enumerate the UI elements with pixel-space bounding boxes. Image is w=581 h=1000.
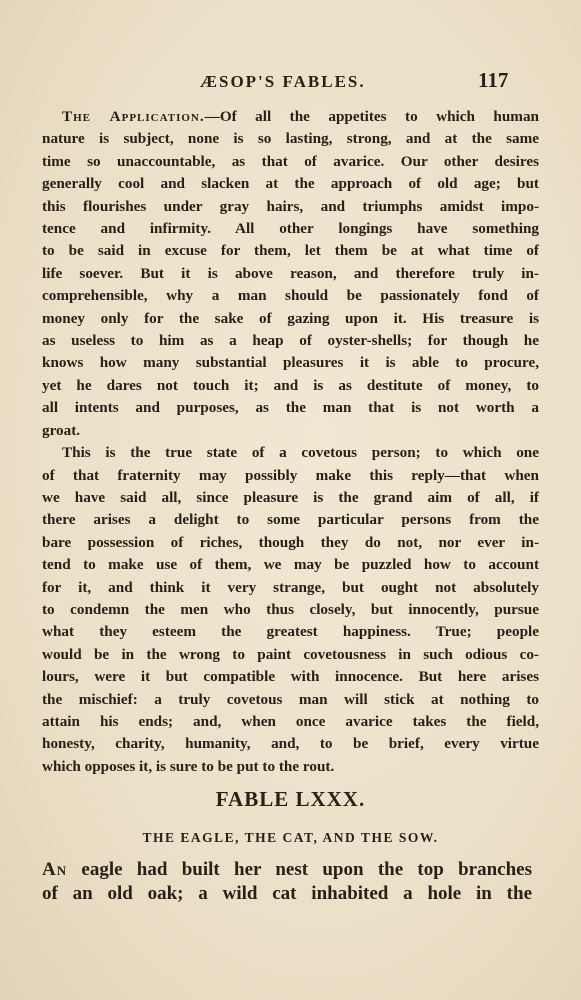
text-line: An eagle had built her nest upon the top branches: [42, 859, 532, 880]
text-line: tence and infirmity. All other longings have something: [42, 220, 539, 238]
text-line: to condemn the men who thus closely, but innocently, pursue: [42, 600, 539, 618]
running-head: ÆSOP'S FABLES.: [200, 72, 366, 91]
text-line: for it, and think it very strange, but ought not absolutely: [42, 578, 539, 596]
text-line: life soever. But it is above reason, and therefore truly in-: [42, 264, 539, 282]
text-line: all intents and purposes, as the man that is not worth a: [42, 399, 539, 417]
text-line: there arises a delight to some particular persons from the: [42, 511, 539, 529]
text-line: This is the true state of a covetous person; to which one: [62, 444, 539, 462]
text-line: tend to make use of them, we may be puzzled how to account: [42, 556, 539, 574]
dropcap-word: An: [42, 859, 68, 880]
fable-title: FABLE LXXX.: [215, 787, 366, 811]
text-line: which opposes it, is sure to be put to the rout.: [42, 757, 335, 775]
text-line: time so unaccountable, as that of avarice. Our other desires: [42, 152, 539, 170]
text-line: bare possession of riches, though they do not, nor ever in-: [42, 533, 539, 551]
text-line: yet he dares not touch it; and is as destitute of money, to: [42, 376, 539, 394]
text-line: nature is subject, none is so lasting, strong, and at the same: [42, 130, 539, 148]
text-line: money only for the sake of gazing upon it. His treasure is: [42, 309, 539, 327]
text-line: The Application.—Of all the appetites to which human: [62, 108, 539, 125]
text-line: what they esteem the greatest happiness. True; people: [42, 623, 539, 641]
application-text: [42, 106, 539, 778]
text-line: of an old oak; a wild cat inhabited a hole in the: [42, 883, 532, 904]
text-line: honesty, charity, humanity, and, to be brief, every virtue: [42, 735, 539, 753]
application-label: The Application.: [62, 108, 205, 125]
text-line: knows how many substantial pleasures it is able to procure,: [42, 354, 539, 372]
fable-subtitle: THE EAGLE, THE CAT, AND THE SOW.: [142, 830, 439, 845]
text-line: comprehensible, why a man should be passionately fond of: [42, 287, 539, 305]
fable-text: [42, 858, 532, 906]
text-line: the mischief: a truly covetous man will stick at nothing to: [42, 690, 539, 708]
text-line: of that fraternity may possibly make this reply—that when: [42, 466, 539, 484]
page-number: 117: [478, 68, 509, 92]
text-line: groat.: [42, 421, 81, 439]
text-line: to be said in excuse for them, let them be at what time of: [42, 242, 539, 260]
text-line: attain his ends; and, when once avarice takes the field,: [42, 712, 539, 730]
text-line: as useless to him as a heap of oyster-shells; for though he: [42, 332, 539, 350]
text-line: this flourishes under gray hairs, and triumphs amidst impo-: [42, 197, 539, 215]
text-line: would be in the wrong to paint covetousness in such odious co-: [42, 645, 539, 663]
text-line: generally cool and slacken at the approach of old age; but: [42, 175, 539, 193]
text-line: we have said all, since pleasure is the grand aim of all, if: [42, 488, 539, 506]
text-line: lours, were it but compatible with innocence. But here arises: [42, 668, 539, 686]
